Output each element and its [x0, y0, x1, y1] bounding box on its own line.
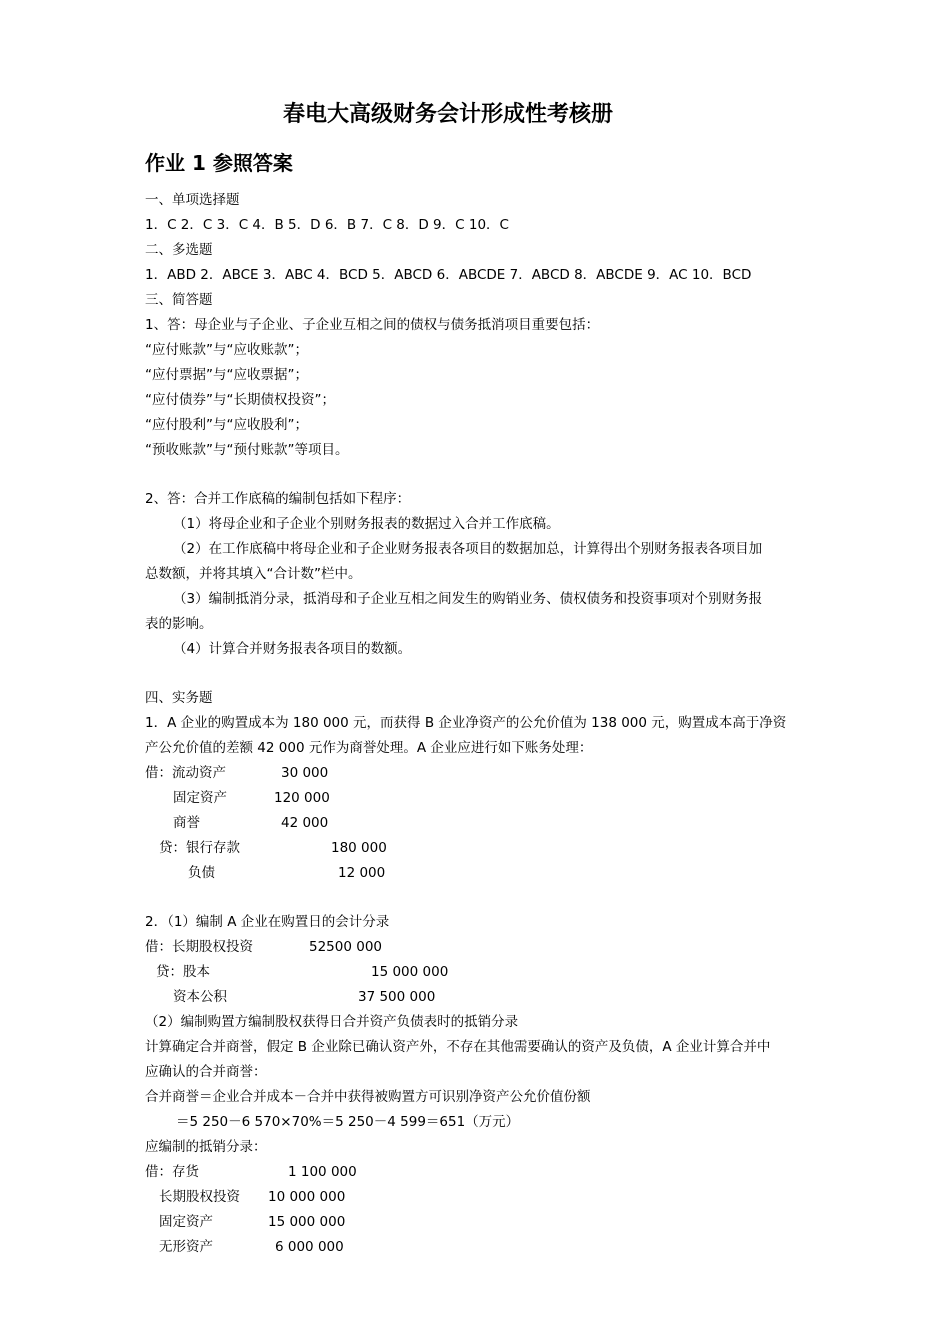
entry-label: 借：长期股权投资	[145, 939, 253, 955]
entry-label: 固定资产	[173, 790, 227, 806]
entry-amount: 10 000 000	[268, 1189, 346, 1205]
goodwill-formula-result: ＝5 250－6 570×70%＝5 250－4 599＝651（万元）	[176, 1114, 520, 1130]
entry-amount: 180 000	[331, 840, 387, 856]
section-short-answer-label: 三、简答题	[145, 292, 213, 308]
section-multi-choice-label: 二、多选题	[145, 242, 213, 258]
q1-item: “预收账款”与“预付账款”等项目。	[145, 442, 349, 458]
entry-label: 商誉	[173, 815, 200, 831]
elimination-label: 应编制的抵销分录：	[145, 1139, 267, 1155]
entry-amount: 120 000	[274, 790, 330, 806]
entry-amount: 12 000	[338, 865, 386, 881]
section-practice-label: 四、实务题	[145, 690, 213, 706]
practice-q2-line1: 2．（1）编制 A 企业在购置日的会计分录	[145, 914, 390, 930]
q2-step-1: （1）将母企业和子企业个别财务报表的数据过入合并工作底稿。	[173, 516, 560, 532]
practice-q1-line2: 产公允价值的差额 42 000 元作为商誉处理。A 企业应进行如下账务处理：	[145, 740, 593, 756]
entry-amount: 6 000 000	[275, 1239, 344, 1255]
q2-step-2: （2）在工作底稿中将母企业和子企业财务报表各项目的数据加总，计算得出个别财务报表各项目加	[173, 541, 763, 557]
q2-step-3-cont: 表的影响。	[145, 616, 213, 632]
q2-step-3: （3）编制抵消分录，抵消母和子企业互相之间发生的购销业务、债权债务和投资事项对个别财务报	[173, 591, 763, 607]
answer-heading: 作业 1 参照答案	[145, 151, 293, 175]
q1-item: “应付票据”与“应收票据”；	[145, 367, 308, 383]
document-title: 春电大高级财务会计形成性考核册	[283, 102, 614, 127]
entry-label: 贷：银行存款	[159, 840, 240, 856]
q1-intro: 1、答：母企业与子企业、子企业互相之间的债权与债务抵消项目重要包括：	[145, 317, 600, 333]
entry-label: 长期股权投资	[159, 1189, 240, 1205]
q2-step-2-cont: 总数额，并将其填入“合计数”栏中。	[145, 566, 362, 582]
q2-step-4: （4）计算合并财务报表各项目的数额。	[173, 641, 412, 657]
entry-amount: 15 000 000	[371, 964, 449, 980]
section-single-choice-label: 一、单项选择题	[145, 192, 240, 208]
entry-label: 借：流动资产	[145, 765, 226, 781]
entry-label: 借：存货	[145, 1164, 199, 1180]
entry-amount: 15 000 000	[268, 1214, 346, 1230]
entry-amount: 30 000	[281, 765, 329, 781]
practice-q2-sub2: （2）编制购置方编制股权获得日合并资产负债表时的抵销分录	[145, 1014, 519, 1030]
entry-label: 贷：股本	[156, 964, 210, 980]
q1-item: “应付股利”与“应收股利”；	[145, 417, 308, 433]
multi-choice-answers: 1．ABD 2．ABCE 3．ABC 4．BCD 5．ABCD 6．ABCDE 7．ABCD 8．ABCDE 9．AC 10．BCD	[145, 267, 752, 283]
entry-amount: 37 500 000	[358, 989, 436, 1005]
practice-q1-line1: 1．A 企业的购置成本为 180 000 元，而获得 B 企业净资产的公允价值为 138 000 元，购置成本高于净资	[145, 715, 787, 731]
q1-item: “应付债券”与“长期债权投资”；	[145, 392, 335, 408]
entry-amount: 42 000	[281, 815, 329, 831]
q2-intro: 2、答：合并工作底稿的编制包括如下程序：	[145, 491, 411, 507]
goodwill-calc-line1: 计算确定合并商誉，假定 B 企业除已确认资产外，不存在其他需要确认的资产及负债，A 企业计算合并中	[145, 1039, 771, 1055]
goodwill-formula: 合并商誉＝企业合并成本－合并中获得被购置方可识别净资产公允价值份额	[145, 1089, 591, 1105]
entry-label: 固定资产	[159, 1214, 213, 1230]
goodwill-calc-line2: 应确认的合并商誉：	[145, 1064, 267, 1080]
entry-amount: 52500 000	[309, 939, 383, 955]
entry-label: 负债	[188, 865, 215, 881]
entry-label: 无形资产	[159, 1239, 213, 1255]
single-choice-answers: 1．C 2．C 3．C 4．B 5．D 6．B 7．C 8．D 9．C 10．C	[145, 217, 509, 233]
q1-item: “应付账款”与“应收账款”；	[145, 342, 308, 358]
entry-amount: 1 100 000	[288, 1164, 357, 1180]
entry-label: 资本公积	[173, 989, 227, 1005]
